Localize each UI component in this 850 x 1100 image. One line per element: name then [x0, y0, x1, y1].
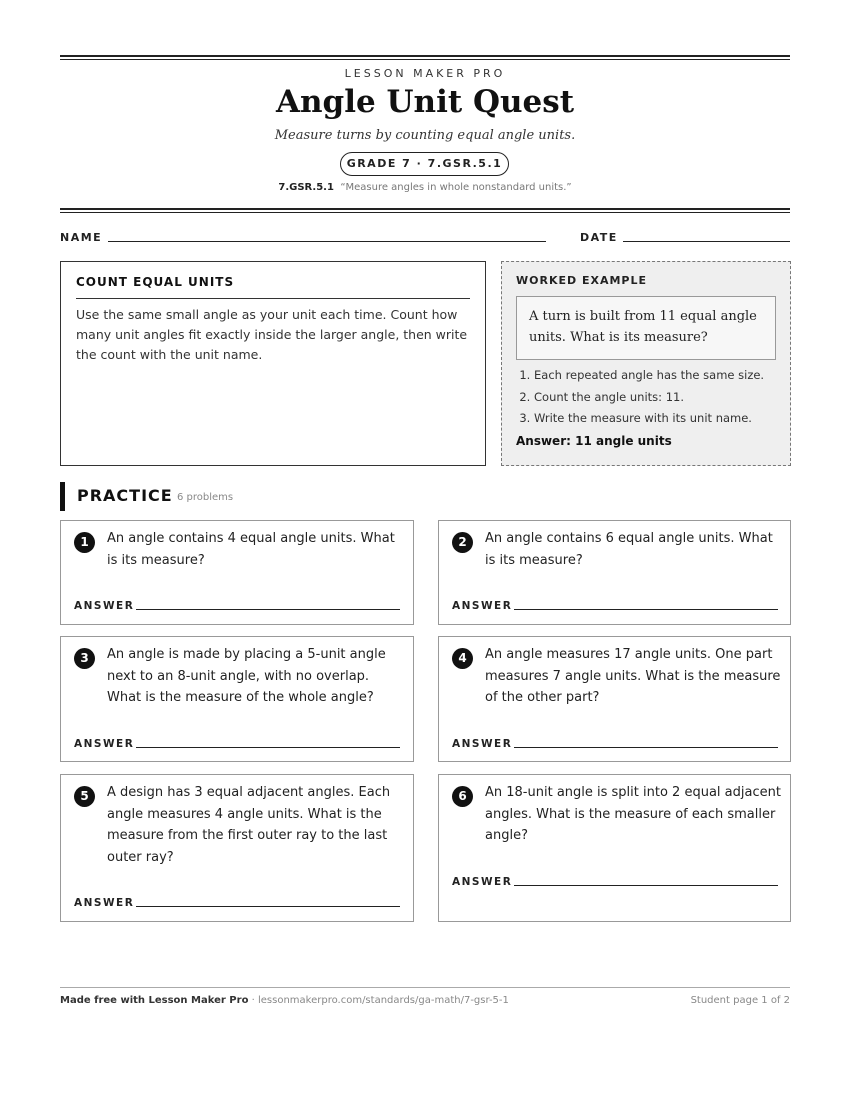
answer-label: ANSWER — [452, 600, 513, 612]
answer-field[interactable] — [136, 906, 400, 907]
problem-text: An angle is made by placing a 5-unit angle next to an 8-unit angle, with no overlap. What is the measure of the whole angle? — [107, 647, 386, 705]
practice-title: PRACTICE — [77, 486, 173, 505]
practice-count: 6 problems — [177, 492, 234, 503]
footer-url[interactable]: · lessonmakerpro.com/standards/ga-math/7-gsr-5-1 — [248, 995, 509, 1006]
name-field[interactable] — [108, 241, 546, 242]
answer-label: ANSWER — [452, 738, 513, 750]
footer-made-with: Made free with Lesson Maker Pro — [60, 995, 249, 1006]
intro-divider — [76, 298, 470, 299]
problem-number: 5 — [74, 786, 95, 807]
example-heading: WORKED EXAMPLE — [516, 274, 647, 287]
example-question: A turn is built from 11 equal angle units. What is its measure? — [516, 296, 776, 360]
problem-text: A design has 3 equal adjacent angles. Each angle measures 4 angle units. What is the measure from the first outer ray to the last outer ray? — [107, 785, 391, 865]
answer-label: ANSWER — [74, 738, 135, 750]
problem-card-4 — [438, 636, 791, 762]
problem-number: 2 — [452, 532, 473, 553]
intro-body: Use the same small angle as your unit each time. Count how many unit angles fit exactly inside the larger angle, then write the count with the unit name. — [76, 307, 468, 362]
example-steps — [516, 365, 764, 430]
brand-name: LESSON MAKER PRO — [344, 67, 506, 80]
footer-rule — [60, 987, 790, 988]
problem-text: An 18-unit angle is split into 2 equal adjacent angles. What is the measure of each smaller angle? — [485, 785, 781, 843]
problem-number: 3 — [74, 648, 95, 669]
example-step: 3. Write the measure with its unit name. — [534, 408, 764, 430]
answer-field[interactable] — [136, 609, 400, 610]
answer-field[interactable] — [514, 609, 778, 610]
intro-box — [60, 261, 486, 466]
standard-line — [0, 182, 850, 193]
grade-badge: GRADE 7 · 7.GSR.5.1 — [340, 152, 509, 176]
answer-field[interactable] — [514, 885, 778, 886]
answer-field[interactable] — [514, 747, 778, 748]
problem-card-5 — [60, 774, 414, 922]
footer-credit — [60, 995, 509, 1006]
standard-code: 7.GSR.5.1 — [278, 182, 334, 193]
problem-number: 4 — [452, 648, 473, 669]
answer-label: ANSWER — [74, 600, 135, 612]
intro-heading: COUNT EQUAL UNITS — [76, 275, 235, 289]
answer-label: ANSWER — [74, 897, 135, 909]
example-step: 1. Each repeated angle has the same size. — [534, 365, 764, 387]
name-label: NAME — [60, 231, 103, 244]
footer-page-number: Student page 1 of 2 — [690, 995, 790, 1006]
standard-text: “Measure angles in whole nonstandard units.” — [340, 182, 572, 193]
header-rule — [60, 208, 790, 210]
worked-example-box — [501, 261, 791, 466]
problem-number: 1 — [74, 532, 95, 553]
date-label: DATE — [580, 231, 618, 244]
answer-label: ANSWER — [452, 876, 513, 888]
example-step: 2. Count the angle units: 11. — [534, 387, 764, 409]
problem-card-6 — [438, 774, 791, 922]
problem-text: An angle measures 17 angle units. One part measures 7 angle units. What is the measure of the other part? — [485, 647, 781, 705]
problem-card-1 — [60, 520, 414, 625]
problem-card-3 — [60, 636, 414, 762]
page-title: Angle Unit Quest — [275, 84, 575, 120]
problem-number: 6 — [452, 786, 473, 807]
problem-text: An angle contains 4 equal angle units. What is its measure? — [107, 531, 395, 568]
top-rule — [60, 55, 790, 57]
example-answer: Answer: 11 angle units — [516, 434, 672, 448]
problem-text: An angle contains 6 equal angle units. What is its measure? — [485, 531, 773, 568]
page-subtitle: Measure turns by counting equal angle units. — [274, 128, 576, 143]
top-rule-thin — [60, 59, 790, 60]
header-rule-thin — [60, 212, 790, 213]
practice-accent-bar — [60, 482, 65, 511]
date-field[interactable] — [623, 241, 790, 242]
problem-card-2 — [438, 520, 791, 625]
answer-field[interactable] — [136, 747, 400, 748]
